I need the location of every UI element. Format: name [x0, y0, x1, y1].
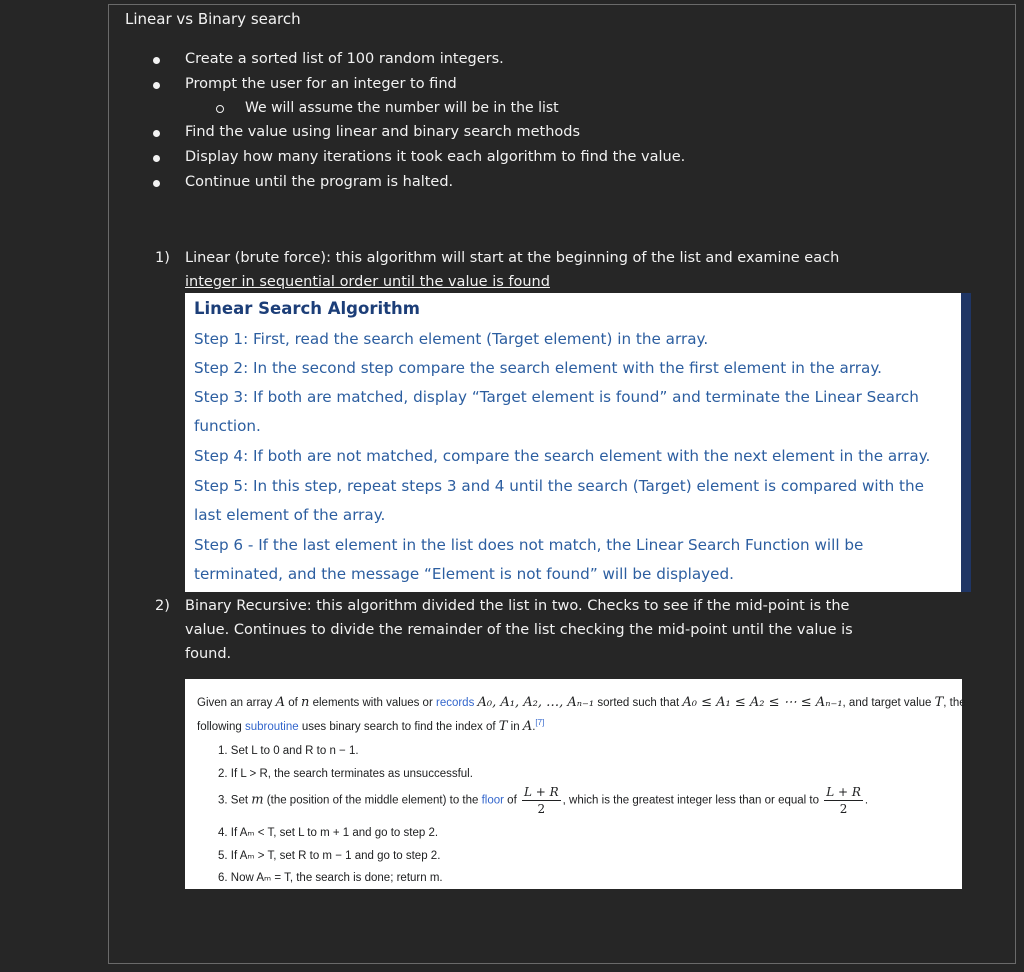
list-item: Find the value using linear and binary search methods — [150, 120, 850, 145]
list-item: Create a sorted list of 100 random integers. — [150, 47, 850, 72]
list-item: Display how many iterations it took each algorithm to find the value. — [150, 145, 850, 170]
list-item: Continue until the program is halted. — [150, 170, 850, 195]
item-text-underlined: integer in sequential order until the value is found — [185, 274, 550, 290]
step-line: Step 4: If both are not matched, compare the search element with the next element in the array. — [194, 447, 931, 465]
floor-link[interactable]: floor — [481, 794, 504, 807]
item-text: value. Continues to divide the remainder of the list checking the mid-point until the value is — [185, 622, 853, 638]
step-line: last element of the array. — [194, 506, 386, 524]
binary-intro: Given an array A of n elements with values or records A₀, A₁, A₂, …, Aₙ₋₁ sorted such that A₀ ≤ A₁ ≤ A₂ ≤ ⋯ ≤ Aₙ₋₁, and target value T, the following subroutine uses binary search to find the index of T in A.[7] — [197, 695, 966, 734]
bullet-icon — [153, 82, 160, 89]
fraction: $\frac{L + R}{2}$ — [523, 785, 559, 816]
binary-search-panel — [185, 679, 966, 889]
subroutine-link[interactable]: subroutine — [244, 720, 299, 733]
item-text: found. — [185, 646, 232, 662]
step-line: Step 2: In the second step compare the search element with the first element in the array. — [194, 359, 882, 377]
bullet-icon — [153, 155, 160, 162]
step-line: Step 5: In this step, repeat steps 3 and 4 until the search (Target) element is compared with the — [194, 477, 924, 495]
bullet-icon — [153, 130, 160, 137]
binary-step: 1. Set L to 0 and R to n − 1. — [218, 745, 359, 757]
numbered-item-linear: 1) Linear (brute force): this algorithm will start at the beginning of the list and examine each integer in sequential order until the value is found — [155, 250, 840, 290]
numbered-item-binary: 2) Binary Recursive: this algorithm divided the list in two. Checks to see if the mid-point is the value. Continues to divide the remainder of the list checking the mid-point until the value is found. — [155, 598, 853, 662]
binary-step: 6. Now Aₘ = T, the search is done; return m. — [218, 872, 443, 884]
circle-bullet-icon — [216, 105, 224, 113]
step-line: Step 6 - If the last element in the list does not match, the Linear Search Function will be — [194, 536, 864, 554]
list-item: Prompt the user for an integer to find — [150, 72, 850, 97]
step-line: function. — [194, 417, 261, 435]
requirements-list — [150, 47, 850, 195]
records-link[interactable]: records — [435, 697, 475, 709]
item-text: Linear (brute force): this algorithm will start at the beginning of the list and examine each — [185, 250, 840, 266]
sub-list-item: We will assume the number will be in the list — [150, 97, 850, 120]
step-line: Step 1: First, read the search element (Target element) in the array. — [194, 330, 709, 348]
binary-step-3: 3. Set m (the position of the middle element) to the floor of $\frac{L + R}{2}$ , which is the greatest integer less than or equal to $\frac{L + R}{2}$ . — [218, 785, 869, 816]
binary-step: 2. If L > R, the search terminates as unsuccessful. — [218, 768, 473, 780]
binary-step: 4. If Aₘ < T, set L to m + 1 and go to step 2. — [218, 827, 439, 839]
item-text: Binary Recursive: this algorithm divided the list in two. Checks to see if the mid-point is the — [185, 598, 850, 614]
step-line: Step 3: If both are matched, display “Target element is found” and terminate the Linear Search — [194, 388, 919, 406]
linear-search-heading: Linear Search Algorithm — [194, 299, 420, 318]
step-line: terminated, and the message “Element is not found” will be displayed. — [194, 565, 734, 583]
fraction: $\frac{L + R}{2}$ — [826, 785, 861, 816]
binary-step: 5. If Aₘ > T, set R to m − 1 and go to step 2. — [218, 850, 441, 862]
citation-link[interactable]: [7] — [535, 718, 545, 727]
linear-search-panel — [185, 293, 971, 592]
bullet-icon — [153, 57, 160, 64]
page-title: Linear vs Binary search — [125, 10, 301, 28]
bullet-icon — [153, 180, 160, 187]
